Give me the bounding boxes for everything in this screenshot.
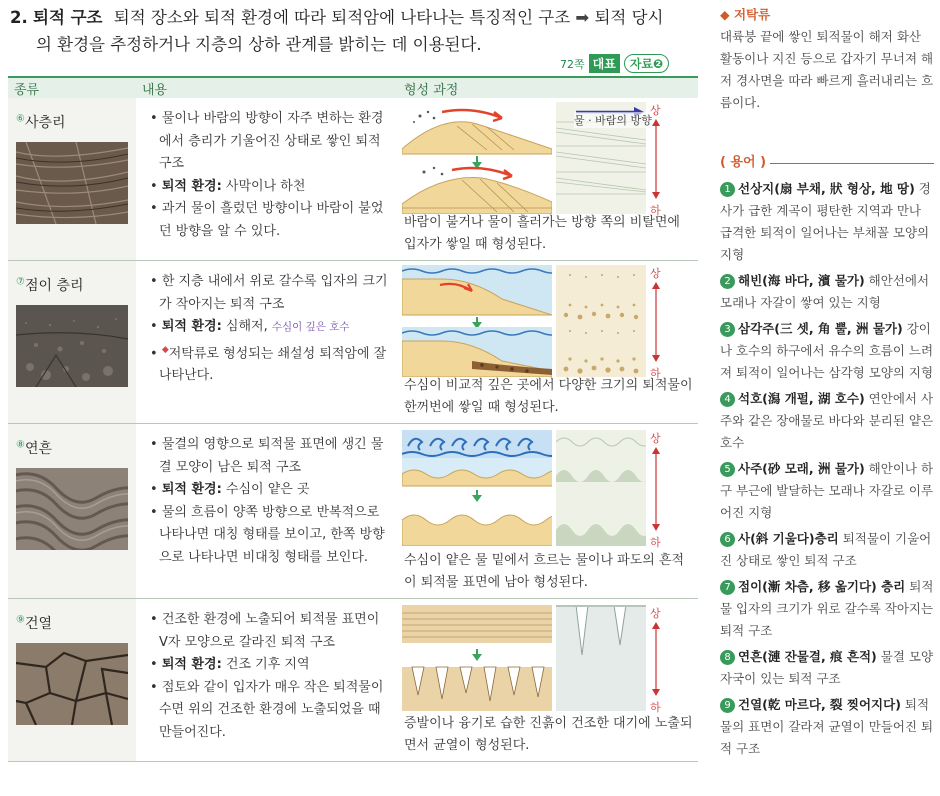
graded-bedding-column (556, 265, 646, 377)
section-name: 퇴적 구조 (33, 8, 103, 27)
bottom-label: 하 (650, 701, 661, 714)
header-kind: 종류 (14, 82, 40, 98)
number-badge: 3 (720, 322, 735, 337)
graded-bedding-diagram (402, 265, 552, 377)
glossary-title: ( 용어 ) (720, 155, 767, 170)
process-caption: 수심이 얕은 물 밑에서 흐르는 물이나 파도의 흔적이 퇴적물 표면에 남아 형성된다. (404, 553, 685, 590)
arrow-icon: ➡ (575, 8, 590, 27)
glossary-item: 4 석호(潟 개펄, 湖 호수) 연안에서 사주와 같은 장애물로 바다와 분리된 얕은 호수 (720, 391, 934, 450)
table-row (8, 424, 698, 599)
section-text-b: 퇴적 당시 (594, 8, 664, 27)
table-row (8, 98, 698, 261)
process-cell (398, 261, 698, 423)
glossary-item: 1 선상지(扇 부채, 狀 형상, 地 땅) 경사가 급한 계곡이 평탄한 지역과 만나 급격한 퇴적이 일어나는 부채꼴 모양의 지형 (720, 181, 931, 262)
bottom-label: 하 (650, 204, 661, 217)
number-badge: 7 (720, 580, 735, 595)
number-badge: 8 (720, 650, 735, 665)
structure-table (8, 76, 698, 762)
process-cell (398, 599, 698, 761)
top-label: 상 (650, 432, 661, 445)
table-row (8, 599, 698, 762)
glossary-item: 7 점이(漸 차츰, 移 옮기다) 층리 퇴적물 입자의 크기가 위로 갈수록 작아지는 퇴적 구조 (720, 579, 934, 638)
glossary-item: 3 삼각주(三 셋, 角 뿔, 洲 물가) 강이나 호수의 하구에서 유수의 흐름이 느려져 퇴적이 일어나는 삼각형 모양의 지형 (720, 321, 934, 380)
ripple-column (556, 430, 646, 546)
kind-name: ⑦점이 층리 (16, 276, 84, 294)
top-label: 상 (650, 267, 661, 280)
content-cell: • 건조한 환경에 노출되어 퇴적물 표면이 V자 모양으로 갈라진 퇴적 구조 • 퇴적 환경: 건조 기후 지역 • 점토와 같이 입자가 매우 작은 퇴적물이 수면 위의 건조한 환경에 노출되었을 때 만들어진다. (150, 612, 384, 740)
glossary-item: 2 해빈(海 바다, 濱 물가) 해안선에서 모래나 자갈이 쌓여 있는 지형 (720, 273, 930, 310)
header-process: 형성 과정 (404, 82, 459, 98)
glossary-item: 9 건열(乾 마르다, 裂 찢어지다) 퇴적물의 표면이 갈라져 균열이 만들어진 퇴적 구조 (720, 697, 934, 756)
depth-note: 수심이 깊은 호수 (271, 321, 350, 333)
section-number: 2. (10, 8, 28, 27)
section-text-2: 의 환경을 추정하거나 지층의 상하 관계를 밝히는 데 이용된다. (36, 35, 482, 54)
kind-cell (8, 599, 136, 761)
glossary-heading (720, 152, 934, 174)
ripple-diagram (402, 430, 552, 546)
mud-cracks-photo (16, 643, 128, 725)
up-down-arrow-icon (651, 446, 661, 532)
glossary-item: 8 연흔(漣 잔물결, 痕 흔적) 물결 모양 자국이 있는 퇴적 구조 (720, 649, 934, 686)
table-row (8, 261, 698, 424)
sidebar (720, 4, 934, 760)
kind-cell (8, 98, 136, 260)
process-cell (398, 424, 698, 598)
table-header (8, 76, 698, 98)
kind-cell (8, 424, 136, 598)
bottom-label: 하 (650, 536, 661, 549)
number-badge: 5 (720, 462, 735, 477)
cross-bedding-photo (16, 142, 128, 224)
definition-heading (720, 4, 934, 26)
up-down-arrow-icon (651, 621, 661, 697)
process-cell (398, 98, 698, 260)
header-content: 내용 (142, 82, 168, 98)
up-down-arrow-icon (651, 281, 661, 363)
top-label: 상 (650, 104, 661, 117)
reference-tag: 대표 (589, 54, 620, 73)
kind-cell (8, 261, 136, 423)
number-badge: 6 (720, 532, 735, 547)
kind-name: ⑨건열 (16, 614, 53, 632)
up-down-arrow-icon (651, 118, 661, 200)
kind-name: ⑧연흔 (16, 439, 53, 457)
process-caption: 수심이 비교적 깊은 곳에서 다양한 크기의 퇴적물이 한꺼번에 쌓일 때 형성된다. (404, 378, 693, 415)
main-content (8, 4, 698, 58)
number-badge: 9 (720, 698, 735, 713)
number-badge: 2 (720, 274, 735, 289)
definition-text: 대륙붕 끝에 쌓인 퇴적물이 해저 화산 활동이나 지진 등으로 갑자기 무너져 해저 경사면을 따라 빠르게 흘러내리는 흐름이다. (720, 29, 934, 110)
star-marker: ◆ (161, 344, 169, 355)
cross-bedding-diagram (402, 104, 552, 214)
reference-page: 72쪽 (560, 57, 585, 71)
process-caption: 증발이나 융기로 습한 진흙이 건조한 대기에 노출되면서 균열이 형성된다. (404, 716, 693, 753)
content-cell: • 한 지층 내에서 위로 갈수록 입자의 크기가 작아지는 퇴적 구조 • 퇴적 환경: 심해저, 수심이 깊은 호수 • ◆저탁류로 형성되는 쇄설성 퇴적암에 잘 나타난다. (150, 274, 388, 384)
mud-cracks-column (556, 605, 646, 711)
mud-cracks-diagram (402, 605, 552, 711)
section-text: 퇴적 장소와 퇴적 환경에 따라 퇴적암에 나타나는 특징적인 구조 (113, 8, 571, 27)
graded-bedding-photo (16, 305, 128, 387)
reference-link[interactable] (560, 54, 669, 73)
number-badge: 1 (720, 182, 735, 197)
process-caption: 바람이 불거나 물이 흘러가는 방향 쪽의 비탈면에 입자가 쌓일 때 형성된다. (404, 215, 680, 252)
glossary-rule (770, 163, 934, 164)
kind-name: ⑥사층리 (16, 113, 66, 131)
number-badge: 4 (720, 392, 735, 407)
section-title (8, 4, 698, 58)
diamond-icon: ◆ (720, 7, 730, 22)
glossary-item: 6 사(斜 기울다)층리 퇴적물이 기울어진 상태로 쌓인 퇴적 구조 (720, 531, 932, 568)
content-cell: • 물결의 영향으로 퇴적물 표면에 생긴 물결 모양이 남은 퇴적 구조 • 퇴적 환경: 수심이 얕은 곳 • 물의 흐름이 양쪽 방향으로 반복적으로 나타나면 대칭 형태를 보이고, 한쪽 방향으로 나타나면 비대칭 형태를 보인다. (150, 437, 385, 565)
definition-term: 저탁류 (733, 7, 771, 22)
top-label: 상 (650, 607, 661, 620)
ripple-marks-photo (16, 468, 128, 550)
bottom-label: 하 (650, 367, 661, 380)
flow-direction-label: 물 · 바람의 방향 (574, 114, 652, 127)
reference-badge: 자료❷ (624, 54, 669, 73)
glossary-item: 5 사주(砂 모래, 洲 물가) 해안이나 하구 부근에 발달하는 모래나 자갈로 이루어진 지형 (720, 461, 934, 520)
content-cell: • 물이나 바람의 방향이 자주 변하는 환경에서 층리가 기울어진 상태로 쌓인 퇴적 구조 • 퇴적 환경: 사막이나 하천 • 과거 물이 흘렀던 방향이나 바람이 불었던 방향을 알 수 있다. (150, 111, 384, 239)
